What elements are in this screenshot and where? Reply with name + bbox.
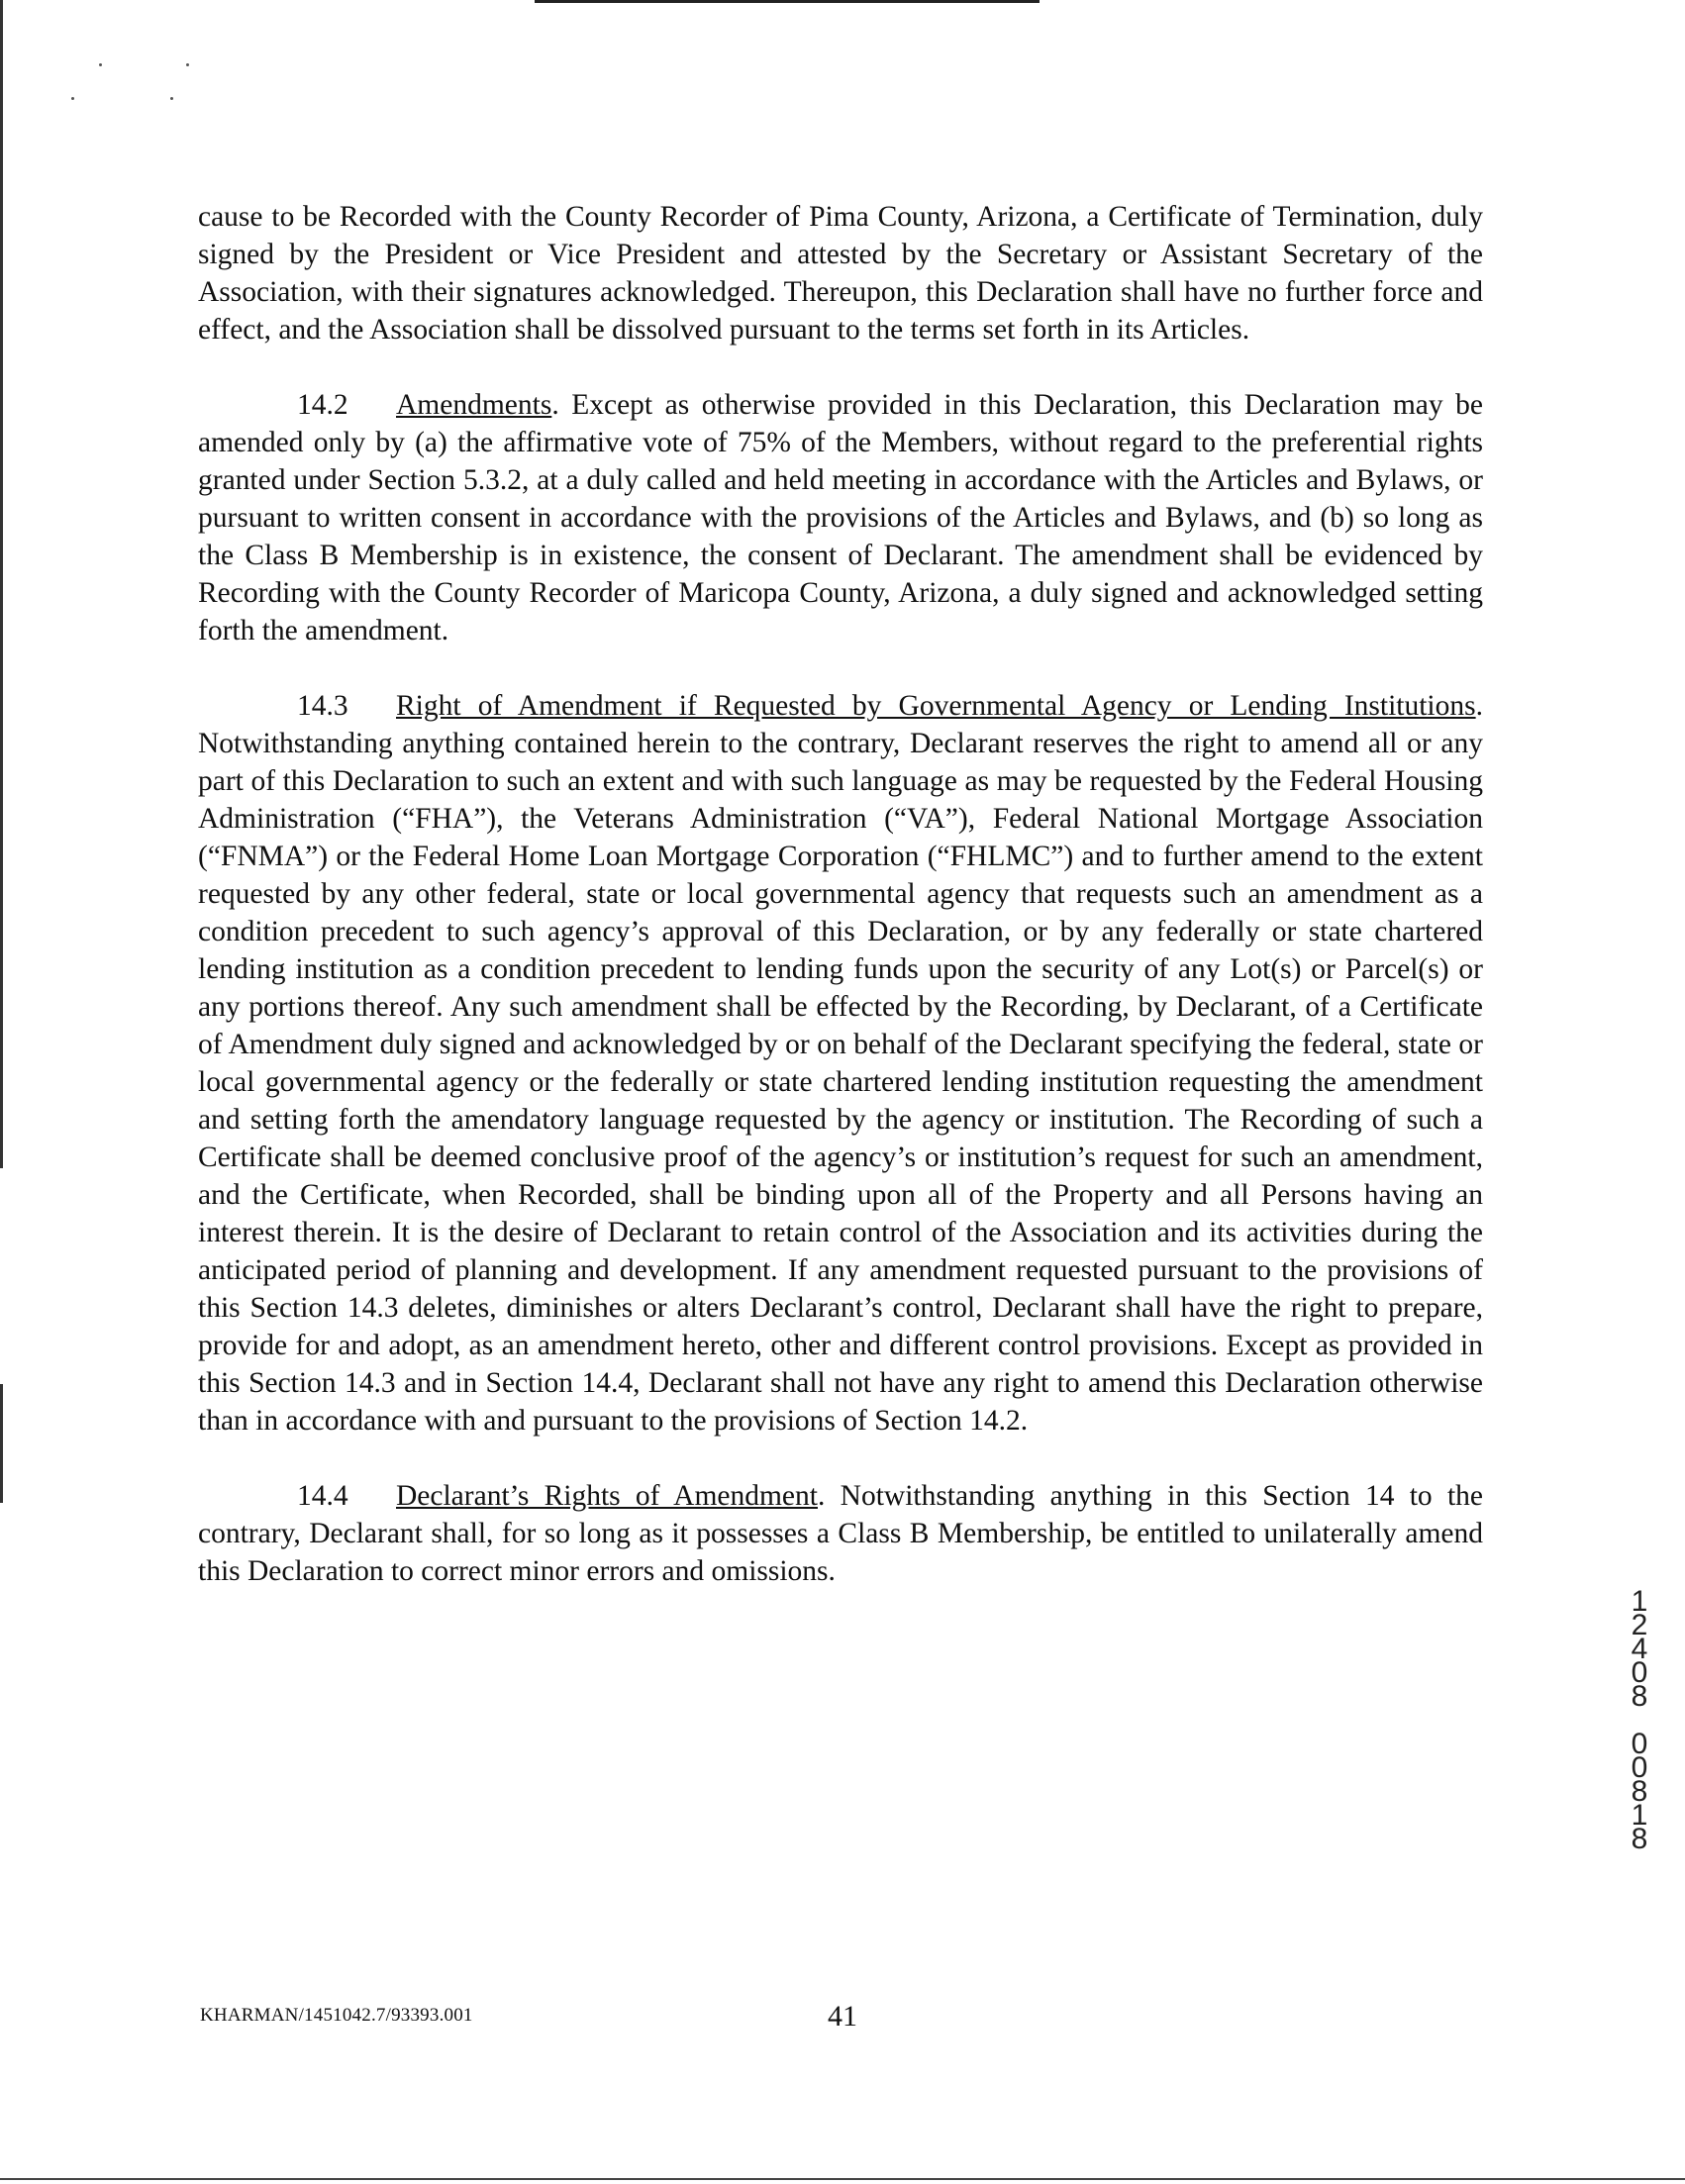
stamp-digit: 8 [1631,1680,1648,1713]
recording-stamp [1620,1585,1659,1855]
section-14-4 [198,1477,1483,1590]
section-number: 14.2 [297,389,348,421]
stamp-digit: 8 [1631,1823,1648,1855]
section-body: . Notwithstanding anything contained herein to the contrary, Declarant reserves the right to amend all or any part of this Declaration to such an extent and with such language as may be requested by the Federal Housing Administration (“FHA”), the Veterans Administration (“VA”), Federal National Mortgage Association (“FNMA”) or the Federal Home Loan Mortgage Corporation (“FHLMC”) and to further amend to the extent requested by any other federal, state or local governmental agency that requests such an amendment as a condition precedent to such agency’s approval of this Declaration, or by any federally or state chartered lending institution as a condition precedent to lending funds upon the security of any Lot(s) or Parcel(s) or any portions thereof. Any such amendment shall be effected by the Recording, by Declarant, of a Certificate of Amendment duly signed and acknowledged by or on behalf of the Declarant specifying the federal, state or local governmental agency or the federally or state chartered lending institution requesting the amendment and setting forth the amendatory language requested by the agency or institution. The Recording of such a Certificate shall be deemed conclusive proof of the agency’s or institution’s request for such an amendment, and the Certificate, when Recorded, shall be binding upon all of the Property and all Persons having an interest therein. It is the desire of Declarant to retain control of the Association and its activities during the anticipated period of planning and development. If any amendment requested pursuant to the provisions of this Section 14.3 deletes, diminishes or alters Declarant’s control, Declarant shall have the right to prepare, provide for and adopt, as an amendment hereto, other and different control provisions. Except as provided in this Section 14.3 and in Section 14.4, Declarant shall not have any right to amend this Declaration otherwise than in accordance with and pursuant to the provisions of Section 14.2. [198,690,1483,1437]
scan-left-edge [0,0,3,1168]
section-number: 14.3 [297,690,348,722]
section-body: . Except as otherwise provided in this Declaration, this Declaration may be amended only by (a) the affirmative vote of 75% of the Members, without regard to the preferential rights granted under Section 5.3.2, at a duly called and held meeting in accordance with the Articles and Bylaws, or pursuant to written consent in accordance with the provisions of the Articles and Bylaws, and (b) so long as the Class B Membership is in existence, the consent of Declarant. The amendment shall be evidenced by Recording with the County Recorder of Maricopa County, Arizona, a duly signed and acknowledged setting forth the amendment. [198,389,1483,646]
stamp-digit: 4 [1631,1633,1648,1665]
stamp-digit: 2 [1631,1609,1648,1641]
section-title: Amendments [396,389,552,421]
stamp-digit: 1 [1631,1799,1648,1832]
section-title: Right of Amendment if Requested by Governmental Agency or Lending Institutions [396,690,1476,722]
stamp-digit: 0 [1631,1728,1648,1760]
page-number: 41 [828,2000,857,2033]
scan-top-line [535,0,1040,3]
scan-left-edge-lower [0,1384,3,1503]
stamp-digit: 8 [1631,1775,1648,1808]
section-body: . Notwithstanding anything in this Section 14 to the contrary, Declarant shall, for so long as it possesses a Class B Membership, be entitled to unilaterally amend this Declaration to correct minor errors and omissions. [198,1480,1484,1587]
scan-bottom-line [0,2178,1685,2180]
stamp-digit: 0 [1631,1656,1648,1689]
section-title: Declarant’s Rights of Amendment [396,1480,818,1512]
section-14-2 [198,386,1483,649]
stamp-digit: 1 [1631,1585,1648,1618]
scan-speck [186,63,189,66]
stamp-digit: 0 [1631,1751,1648,1784]
scan-speck [71,97,74,100]
intro-paragraph: cause to be Recorded with the County Recorder of Pima County, Arizona, a Certificate of Termination, duly signed by the President or Vice President and attested by the Secretary or Assistant Secretary of the Association, with their signatures acknowledged. Thereupon, this Declaration shall have no further force and effect, and the Association shall be dissolved pursuant to the terms set forth in its Articles. [198,201,1483,346]
scan-speck [99,63,102,66]
footer-doc-ref: KHARMAN/1451042.7/93393.001 [200,2005,473,2026]
scan-speck [170,97,173,100]
section-14-3 [198,687,1483,1439]
document-body [198,198,1483,1628]
section-number: 14.4 [297,1480,348,1512]
